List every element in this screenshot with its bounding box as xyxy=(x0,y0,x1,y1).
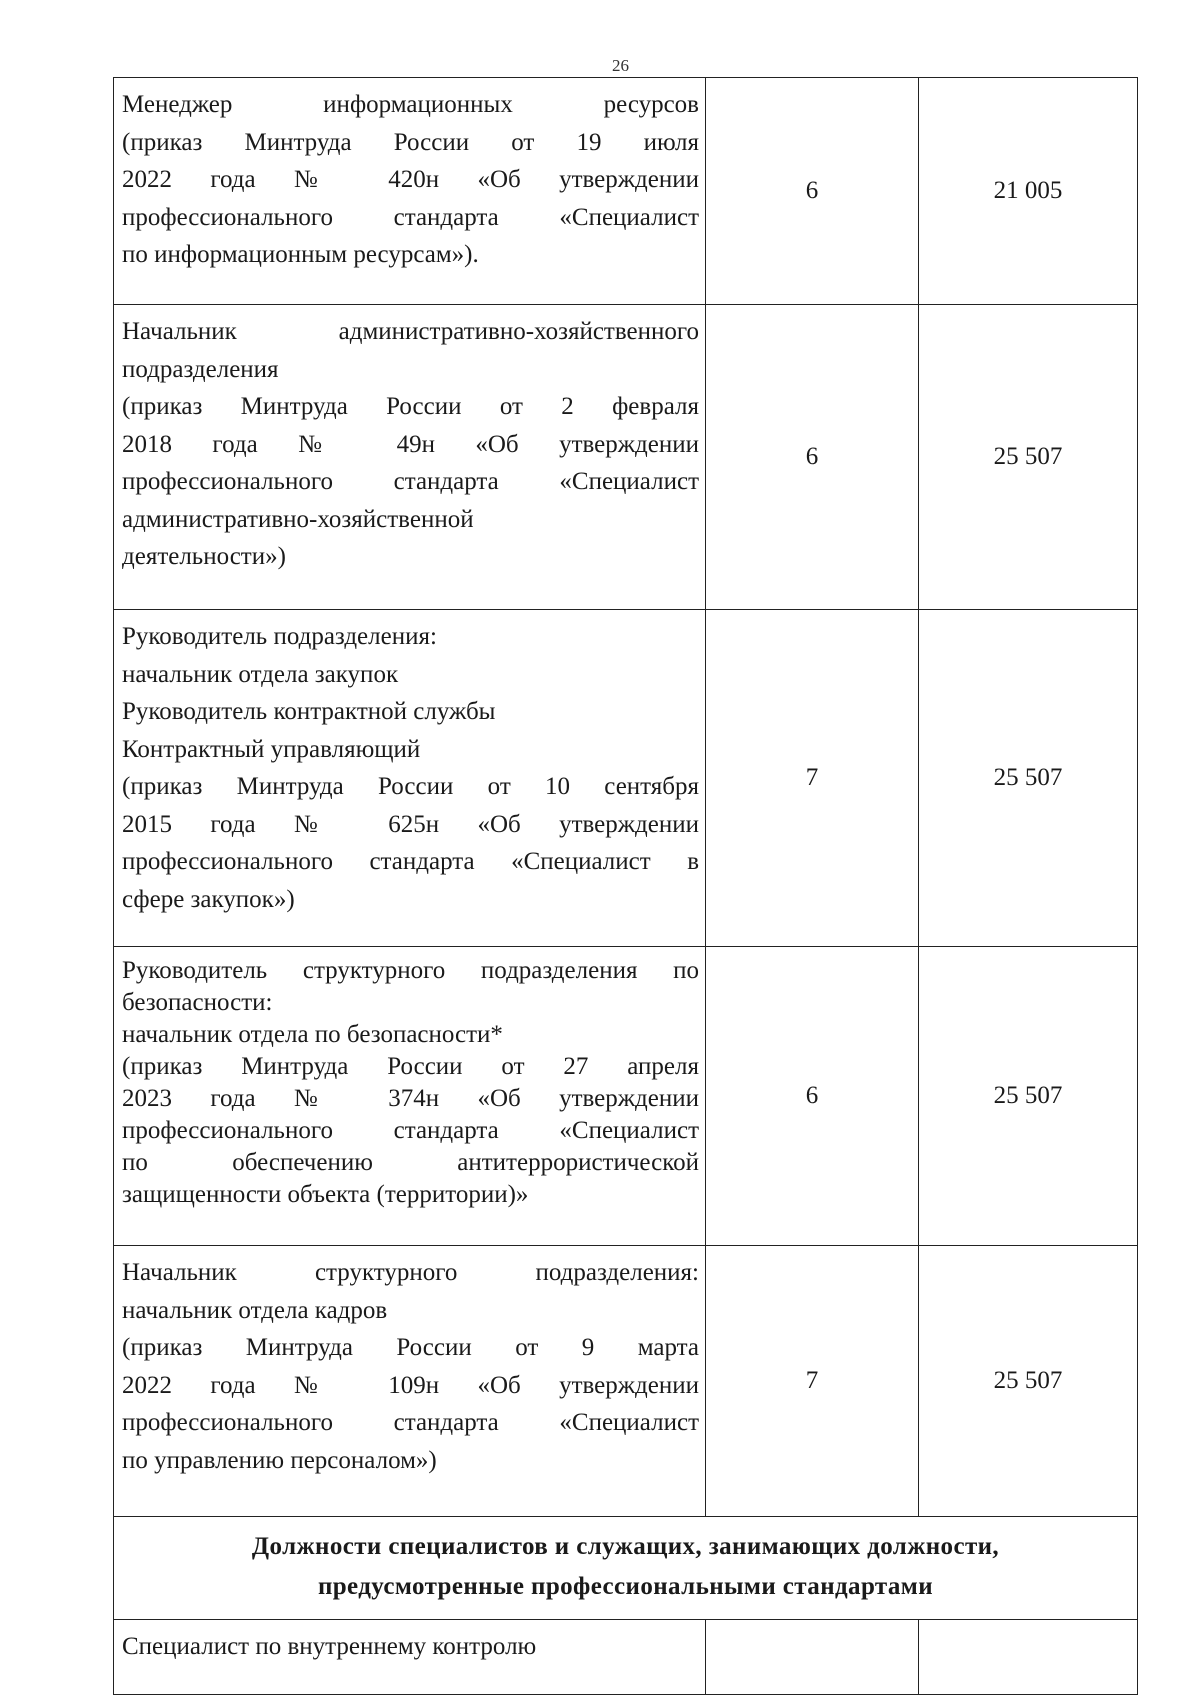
text-line: (приказ Минтруда России от 19 июля xyxy=(122,128,699,156)
text-line: 2023 года № 374н «Об утверждении xyxy=(122,1085,699,1112)
text-line: 2022 года № 109н «Об утверждении xyxy=(122,1371,699,1399)
table-row xyxy=(114,1246,1138,1517)
text-line: начальник отдела кадров xyxy=(122,1296,388,1324)
qualification-level-cell: 6 xyxy=(706,947,919,1246)
table-row xyxy=(114,1620,1138,1695)
text-line: Менеджер информационных ресурсов xyxy=(122,91,699,118)
text-line: Специалист по внутреннему контролю xyxy=(122,1633,537,1660)
text-line: (приказ Минтруда России от 9 марта xyxy=(122,1334,699,1361)
table-row xyxy=(114,78,1138,305)
text-line: защищенности объекта (территории)» xyxy=(122,1181,529,1208)
qualification-level-cell xyxy=(706,1620,919,1695)
text-line: (приказ Минтруда России от 2 февраля xyxy=(122,393,699,420)
position-cell xyxy=(114,78,706,305)
text-line: деятельности») xyxy=(122,543,286,570)
section-header-row xyxy=(114,1517,1138,1620)
text-line: 2022 года № 420н «Об утверждении xyxy=(122,166,699,193)
text-line: по обеспечению антитеррористической xyxy=(122,1149,699,1176)
text-line: 2018 года № 49н «Об утверждении xyxy=(122,430,699,458)
text-line: профессионального стандарта «Специалист xyxy=(122,468,699,495)
text-line: профессионального стандарта «Специалист xyxy=(122,1409,699,1436)
text-line: Руководитель подразделения: xyxy=(122,623,437,650)
position-cell xyxy=(114,1620,706,1695)
page-number: 26 xyxy=(612,56,629,75)
salary-cell: 25 507 xyxy=(919,947,1138,1246)
section-header-line: предусмотренные профессиональными стандартами xyxy=(317,1573,934,1600)
text-line: административно-хозяйственной xyxy=(122,505,474,533)
table-row xyxy=(114,947,1138,1246)
salary-cell: 25 507 xyxy=(919,610,1138,947)
section-header xyxy=(114,1517,1138,1620)
text-line: (приказ Минтруда России от 27 апреля xyxy=(122,1053,699,1080)
text-line: безопасности: xyxy=(122,989,273,1016)
text-line: по информационным ресурсам»). xyxy=(122,241,479,268)
qualification-level-cell: 7 xyxy=(706,1246,919,1517)
text-line: по управлению персоналом») xyxy=(122,1446,437,1474)
salary-table xyxy=(113,77,1138,1695)
text-line: Руководитель структурного подразделения по xyxy=(122,957,699,984)
text-line: Руководитель контрактной службы xyxy=(122,698,496,725)
position-cell xyxy=(114,610,706,947)
salary-cell: 25 507 xyxy=(919,1246,1138,1517)
qualification-level-cell: 6 xyxy=(706,78,919,305)
text-line: профессионального стандарта «Специалист xyxy=(122,1117,699,1144)
text-line: подразделения xyxy=(122,355,279,383)
text-line: профессионального стандарта «Специалист xyxy=(122,203,699,231)
text-line: 2015 года № 625н «Об утверждении xyxy=(122,810,699,838)
qualification-level-cell: 6 xyxy=(706,305,919,610)
position-cell xyxy=(114,305,706,610)
text-line: Начальник административно-хозяйственного xyxy=(122,318,699,345)
salary-cell: 25 507 xyxy=(919,305,1138,610)
position-cell xyxy=(114,947,706,1246)
position-cell xyxy=(114,1246,706,1517)
salary-cell xyxy=(919,1620,1138,1695)
text-line: начальник отдела закупок xyxy=(122,660,399,688)
qualification-level-cell: 7 xyxy=(706,610,919,947)
text-line: (приказ Минтруда России от 10 сентября xyxy=(122,773,699,800)
text-line: начальник отдела по безопасности* xyxy=(122,1021,503,1048)
text-line: Контрактный управляющий xyxy=(122,735,421,763)
text-line: Начальник структурного подразделения: xyxy=(122,1259,699,1286)
text-line: профессионального стандарта «Специалист в xyxy=(122,848,699,875)
text-line: сфере закупок») xyxy=(122,885,295,913)
section-header-line: Должности специалистов и служащих, занимающих должности, xyxy=(251,1533,1000,1560)
table-row xyxy=(114,305,1138,610)
table-row xyxy=(114,610,1138,947)
salary-cell: 21 005 xyxy=(919,78,1138,305)
